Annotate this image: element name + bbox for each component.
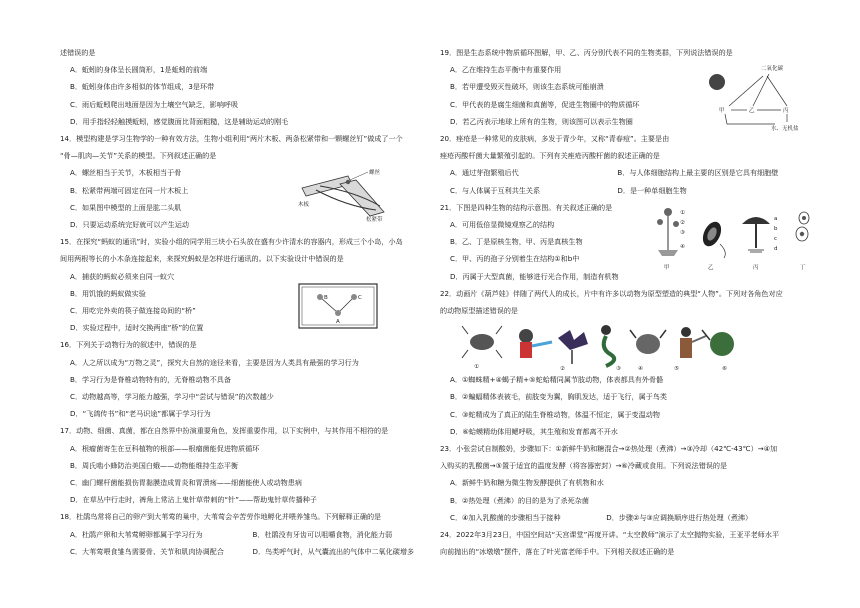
label-c: c xyxy=(774,236,778,242)
q22-option-b: B．②蝙蝠精体表被毛，前肢变为翼，胸肌发达，适于飞行，属于鸟类 xyxy=(450,392,667,402)
q15-option-c: C．用吃完外卖的筷子做连接岛间的“桥” xyxy=(70,306,196,316)
q23-option-b: B．②热处理（煮沸）的目的是为了杀死杂菌 xyxy=(450,495,589,505)
q21-organisms-figure xyxy=(650,200,822,272)
q20-option-d: D．是一种单细胞生物 xyxy=(617,185,687,195)
label-yi: 乙 xyxy=(749,108,755,114)
q18-options-ab xyxy=(60,526,435,543)
q21-option-a: A．可用低倍显微镜观察乙的结构 xyxy=(450,220,555,230)
label-n2: ② xyxy=(680,220,685,226)
label-c3: ③ xyxy=(616,366,621,372)
q15-stem-cont: 间用两根等长的小木条连接起来，来探究蚂蚁是怎样进行通讯的。以下实验设计中错误的是 xyxy=(60,254,344,264)
q23-option-d: D．步骤②与③应调换顺序进行热处理（煮沸） xyxy=(606,512,753,522)
lower-board xyxy=(340,180,384,216)
label-c: C xyxy=(358,295,362,301)
label-bing: 丙 xyxy=(753,265,759,271)
arrow-co2-yi xyxy=(753,74,769,106)
q20-option-c: C．与人体属于互利共生关系 xyxy=(450,185,541,195)
q20-stem: 20．痤疮是一种常见的皮肤病，多发于青少年，又称“青春痘”。主要是由 xyxy=(440,134,670,144)
q14-option-d: D．只要运动系统完好就可以产生运动 xyxy=(70,220,189,230)
character-spider xyxy=(462,326,502,370)
q17-stem: 17．动物、细菌、真菌，都在自然界中扮演重要角色，发挥重要作用，以下实例中，与其作用不相符的是 xyxy=(60,426,389,436)
organism-yi xyxy=(699,219,725,271)
q20-option-b: B．与人体细胞结构上最主要的区别是它具有细胞壁 xyxy=(617,168,779,178)
q17-option-c: C．幽门螺杆菌能损伤胃黏膜造成胃炎和胃溃疡——细菌能使人或动物患病 xyxy=(70,478,302,488)
arrow-co2-bing xyxy=(767,76,787,106)
q17-option-b: B．周氏啮小蜂防治美国白蛾——动物能维持生态平衡 xyxy=(70,460,239,470)
label-a: a xyxy=(774,216,778,222)
q14-option-a: A．螺丝相当于关节，木板相当于骨 xyxy=(70,168,182,178)
q19-option-c: C．甲代表的是腐生细菌和真菌等，促进生物圈中的物质循环 xyxy=(450,99,640,109)
label-jia: 甲 xyxy=(719,108,725,114)
q22-stem: 22．动画片《葫芦娃》伴随了两代人的成长，片中有许多以动物为原型塑造的典型“人物”。下列对各角色对应 xyxy=(440,288,783,298)
q24-stem: 24．2022年3月23日，中国空间站“天宫课堂”再度开讲。“太空教师”演示了太空抛物实验，王亚平老师水平 xyxy=(440,530,780,540)
sun-icon xyxy=(709,74,725,90)
label-n1: ① xyxy=(680,210,685,216)
character-centipede xyxy=(674,327,706,372)
q13-option-c: C．雨后蚯蚓爬出地面是因为土壤空气缺乏，影响呼吸 xyxy=(70,99,239,109)
q20-option-a: A．通过芽孢繁殖后代 xyxy=(450,168,519,178)
arrow-water-jia xyxy=(725,114,775,124)
organism-ding xyxy=(796,212,809,271)
q23-option-c: C．④加入乳酸菌的步骤相当于接种 xyxy=(450,512,561,522)
q22-option-a: A．①蜘蛛精+④蝎子精+⑤蛇蛤精同属节肢动物，体表都具有外骨骼 xyxy=(450,375,664,385)
label-c1: ① xyxy=(474,364,479,370)
q17-option-a: A．根瘤菌寄生在豆科植物的根部——根瘤菌能促进物质循环 xyxy=(70,443,260,453)
q18-option-a: A．杜鹃产卵和大苇莺孵卵都属于学习行为 xyxy=(70,529,203,539)
q22-stem-cont: 的动物原型描述错误的是 xyxy=(440,306,519,316)
q18-stem: 18．杜鹃鸟常将自己的卵产到大苇莺的巢中，大苇莺会辛苦劳作地孵化并喂养雏鸟。下列解释正确的是 xyxy=(60,512,382,522)
q22-option-c: C．③蛇精成为了真正的陆生脊椎动物，体温不恒定，属于变温动物 xyxy=(450,409,660,419)
q23-stem: 23．小张尝试自制酸奶，步骤如下：①新鲜牛奶和糖混合→②热处理（煮沸）→③冷却（42℃-43℃）→④加 xyxy=(440,444,778,454)
q18-option-b: B．杜鹃没有牙齿可以咀嚼食物，消化能力弱 xyxy=(252,529,393,539)
label-b: B xyxy=(324,295,328,301)
q23-option-a: A．新鲜牛奶和糖为微生物发酵提供了有机物和水 xyxy=(450,478,604,488)
label-c6: ⑥ xyxy=(722,366,727,372)
label-a: A xyxy=(336,319,340,325)
q14-stem: 14．模型构建是学习生物学的一种有效方法，生物小组利用“两片木板、两条松紧带和一颗螺丝钉”做成了一个 xyxy=(60,134,403,144)
label-b: b xyxy=(774,226,778,232)
q19-option-a: A．乙在维持生态平衡中有重要作用 xyxy=(450,65,562,75)
left-column xyxy=(60,44,435,560)
label-n3: ③ xyxy=(680,230,685,236)
q13-stem-tail: 述错误的是 xyxy=(60,48,96,57)
label-c5: ⑤ xyxy=(674,366,679,372)
label-c4: ④ xyxy=(638,366,643,372)
character-hero xyxy=(519,329,552,358)
screw-pointer xyxy=(350,172,368,180)
q21-stem: 21．下图是四种生物的结构示意图。有关叙述正确的是 xyxy=(440,202,613,212)
character-toad xyxy=(702,330,734,372)
q21-option-c: C．甲、丙的孢子分别着生在结构①和b中 xyxy=(450,254,580,264)
q19-option-b: B．若甲遭受毁灭性破坏，则该生态系统可能崩溃 xyxy=(450,82,604,92)
label-yi: 乙 xyxy=(708,265,714,271)
character-bat xyxy=(558,330,588,372)
q14-option-b: B．松紧带两端可固定在同一片木板上 xyxy=(70,185,189,195)
label-c2: ② xyxy=(560,366,565,372)
organism-bing xyxy=(742,216,778,271)
label-jia: 甲 xyxy=(664,265,670,271)
label-n4: ④ xyxy=(680,244,685,250)
q16-stem: 16．下列关于动物行为的叙述中，错误的是 xyxy=(60,340,197,350)
q16-option-b: B．学习行为是脊椎动物特有的，无脊椎动物不具备 xyxy=(70,374,231,384)
q16-option-c: C．动物越高等，学习能力越强，学习中“尝试与错误”的次数越少 xyxy=(70,392,274,402)
q18-option-d: D．鸟类呼气时，从气囊流出的气体中二氧化碳增多 xyxy=(252,546,415,556)
q15-islands-figure xyxy=(298,283,378,329)
island-b xyxy=(317,294,323,300)
q15-option-a: A．捕获的蚂蚁必须来自同一蚁穴 xyxy=(70,271,175,281)
screw-joint xyxy=(346,180,350,184)
q19-cycle-figure xyxy=(705,62,801,132)
q22-characters-figure xyxy=(460,320,740,374)
q20-stem-cont: 痤疮丙酸杆菌大量繁殖引起的。下列有关痤疮丙酸杆菌的叙述正确的是 xyxy=(440,151,660,161)
q18-option-c: C．大苇莺喂食雏鸟需要骨、关节和肌肉协调配合 xyxy=(70,546,224,556)
q13-option-b: B．蚯蚓身体由许多相似的体节组成，3是环带 xyxy=(70,82,215,92)
q15-option-d: D．实验过程中，适时交换两座“桥”的位置 xyxy=(70,323,204,333)
q16-option-d: D．“飞鸽传书”和“老马识途”都属于学习行为 xyxy=(70,409,211,419)
q17-option-d: D．在草丛中行走时，裤角上常沾上鬼针草带刺的“针”——帮助鬼针草传播种子 xyxy=(70,495,317,505)
q20-options-ab xyxy=(440,164,822,181)
q18-options-cd xyxy=(60,543,435,560)
character-scorpion xyxy=(630,330,666,372)
q13-option-d: D．用手指轻轻触摸蚯蚓，感觉腹面比背面粗糙，这是辅助运动的刚毛 xyxy=(70,116,289,126)
q14-stem-cont: “骨—肌肉—关节”关系的模型。下列叙述正确的是 xyxy=(60,151,217,161)
label-screw: 螺丝 xyxy=(369,170,381,176)
q16-option-a: A．人之所以成为“万物之灵”，探究大自然的途径来看，主要是因为人类具有最强的学习行为 xyxy=(70,357,359,367)
q22-option-d: D．⑥蛤蟆精幼体用鳃呼吸，其生殖和发育都离不开水 xyxy=(450,426,618,436)
label-d: d xyxy=(774,246,778,252)
q23-stem-cont: 入购买的乳酸菌→⑤置于适宜的温度发酵（将容器密封）→⑥冷藏或食用。下列说法错误的是 xyxy=(440,461,728,471)
q14-model-figure xyxy=(296,166,398,222)
q14-option-c: C．如果图中模型的上面是肱二头肌 xyxy=(70,202,182,212)
label-bing: 丙 xyxy=(783,108,789,114)
label-ding: 丁 xyxy=(800,265,806,271)
q21-option-b: B．乙、丁是原核生物，甲、丙是真核生物 xyxy=(450,237,583,247)
q20-options-cd xyxy=(440,182,822,199)
label-board: 木板 xyxy=(298,202,310,208)
organism-jia xyxy=(657,208,685,271)
island-c xyxy=(351,294,357,300)
q24-stem-cont: 向前抛出的“冰墩墩”摆件，落在了叶光富老师手中。下列相关叙述正确的是 xyxy=(440,547,675,557)
q13-option-a: A．蚯蚓的身体呈长圆筒形，1是蚯蚓的前端 xyxy=(70,65,208,75)
label-water: 水、无机盐 xyxy=(771,126,799,132)
q15-stem: 15．在探究“蚂蚁的通讯”时，实验小组的同学用三块小石头放在盛有少许清水的容器内，形成三个小岛，小岛 xyxy=(60,237,403,247)
q19-option-d: D．若乙丙表示地球上所有的生物，则该图可以表示生物圈 xyxy=(450,116,633,126)
q23-options-cd xyxy=(440,509,822,526)
character-snake xyxy=(601,325,621,372)
label-co2: 二氧化碳 xyxy=(761,66,784,72)
arrow-co2-jia xyxy=(729,76,763,106)
q19-stem: 19．图是生态系统中物质循环图解，甲、乙、丙分别代表不同的生物类群，下列说法错误的是 xyxy=(440,48,733,57)
q15-option-b: B．用饥饿的蚂蚁做实验 xyxy=(70,288,146,298)
label-band: 松紧带 xyxy=(366,217,383,222)
island-a xyxy=(335,310,341,316)
q21-option-d: D．丙属于大型真菌，能够进行光合作用，制造有机物 xyxy=(450,271,619,281)
